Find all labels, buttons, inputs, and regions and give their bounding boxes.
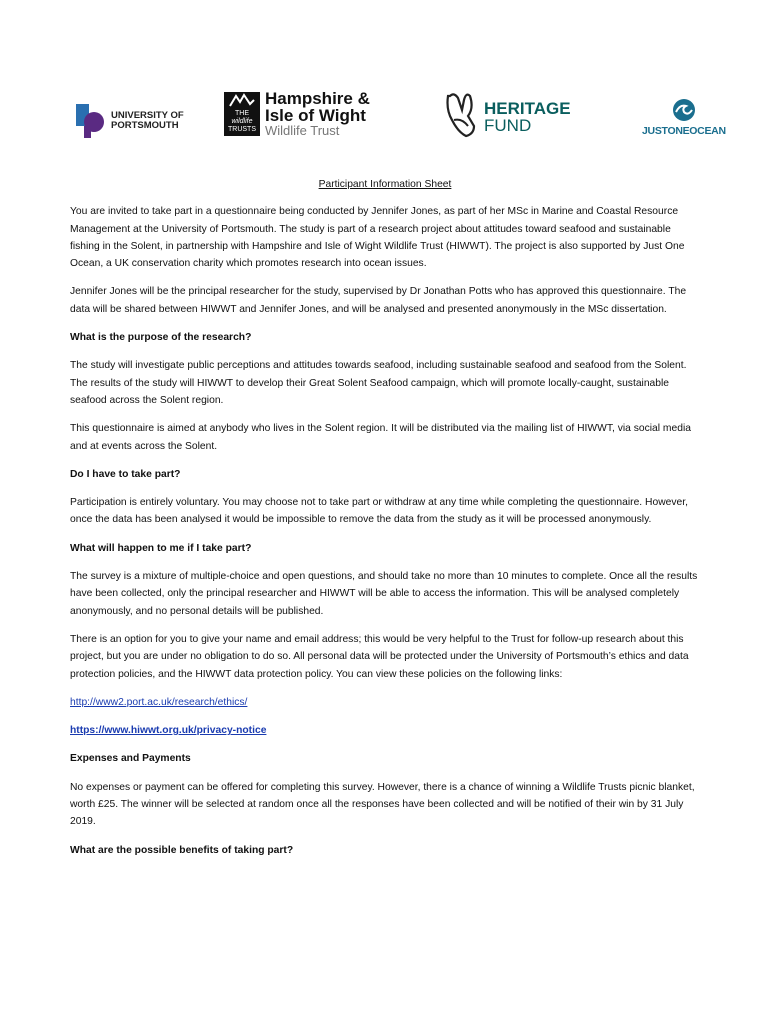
purpose-paragraph: The study will investigate public perceptions and attitudes towards seafood, including sustainable seafood and seafood from the Solent. The results of the study will HIWWT to develop their Great Solent Seafood campaign, which will promote locally-caught, sustainable seafood across the Solent region. [70, 360, 687, 406]
benefits-heading: What are the possible benefits of taking part? [70, 844, 294, 856]
researcher-paragraph: Jennifer Jones will be the principal researcher for the study, supervised by Dr Jonathan Potts who has approved this questionnaire. The data will be shared between HIWWT and Jennifer Jones, and will be analysed and presented anonymously in the MSc dissertation. [70, 286, 687, 315]
expenses-paragraph: No expenses or payment can be offered for completing this survey. However, there is a chance of winning a Wildlife Trusts picnic blanket, worth £25. The winner will be selected at random once all the responses have been collected and will be notified of their win by 31 July 2019. [70, 781, 695, 828]
page-title: Participant Information Sheet [318, 179, 452, 190]
hiwwt-line3: Wildlife Trust [265, 123, 340, 138]
badge-top-text: THE [235, 110, 249, 117]
document-body [70, 176, 700, 870]
intro-paragraph: You are invited to take part in a questionnaire being conducted by Jennifer Jones, as part of her MSc in Marine and Coastal Resource Management at the University of Portsmouth. The study is part of a research project about attitudes toward seafood and sustainable fishing in the Solent, in partnership with Hampshire and Isle of Wight Wildlife Trust (HIWWT). The project is also supported by Just One Ocean, a UK conservation charity which promotes research into ocean issues. [70, 206, 685, 270]
survey-paragraph: The survey is a mixture of multiple-choice and open questions, and should take no more than 10 minutes to complete. Once all the results have been collected, only the principal researcher and HIWWT will be able to access the information. This will be analysed completely anonymously, and no personal details will be published. [70, 571, 698, 617]
wave-icon [672, 98, 696, 122]
logo-bar [70, 86, 726, 146]
audience-paragraph: This questionnaire is aimed at anybody who lives in the Solent region. It will be distributed via the mailing list of HIWWT, via social media and at events across the Solent. [70, 423, 691, 452]
purpose-heading: What is the purpose of the research? [70, 332, 252, 344]
crossed-fingers-icon [440, 90, 480, 144]
voluntary-paragraph: Participation is entirely voluntary. You may choose not to take part or withdraw at any time while completing the questionnaire. However, once the data has been analysed it would be impossible to remove the data from the study as it will be processed anonymously. [70, 497, 688, 526]
what-happens-heading: What will happen to me if I take part? [70, 542, 252, 554]
uop-line2: PORTSMOUTH [111, 120, 179, 131]
university-of-portsmouth-logo [76, 104, 184, 138]
data-protection-paragraph: There is an option for you to give your name and email address; this would be very helpful to the Trust for follow-up research about this project, but you are under no obligation to do so. All personal data will be protected under the University of Portsmouth’s ethics and data protection policies, and the HIWWT data protection policy. You can view these policies on the following links: [70, 633, 689, 680]
portsmouth-mark-icon [76, 104, 106, 138]
badge-bottom-text: TRUSTS [228, 126, 256, 133]
heritage-line1: HERITAGE [484, 99, 571, 118]
uop-line1: UNIVERSITY OF [111, 110, 184, 121]
hiwwt-line2: Isle of Wight [265, 106, 366, 125]
ethics-link[interactable]: http://www2.port.ac.uk/research/ethics/ [70, 696, 248, 708]
just-one-ocean-logo [642, 98, 726, 137]
hiwwt-line1: Hampshire & [265, 89, 370, 108]
wildlife-trusts-badge [224, 92, 260, 136]
hiwwt-logo [224, 90, 370, 138]
badge-mid-text: wildlife [231, 118, 253, 125]
joo-label: JUSTONEOCEAN [642, 125, 726, 137]
heritage-line2: FUND [484, 116, 532, 135]
heritage-fund-logo [440, 90, 571, 144]
expenses-heading: Expenses and Payments [70, 753, 191, 765]
privacy-notice-link[interactable]: https://www.hiwwt.org.uk/privacy-notice [70, 725, 267, 737]
voluntary-heading: Do I have to take part? [70, 468, 181, 480]
